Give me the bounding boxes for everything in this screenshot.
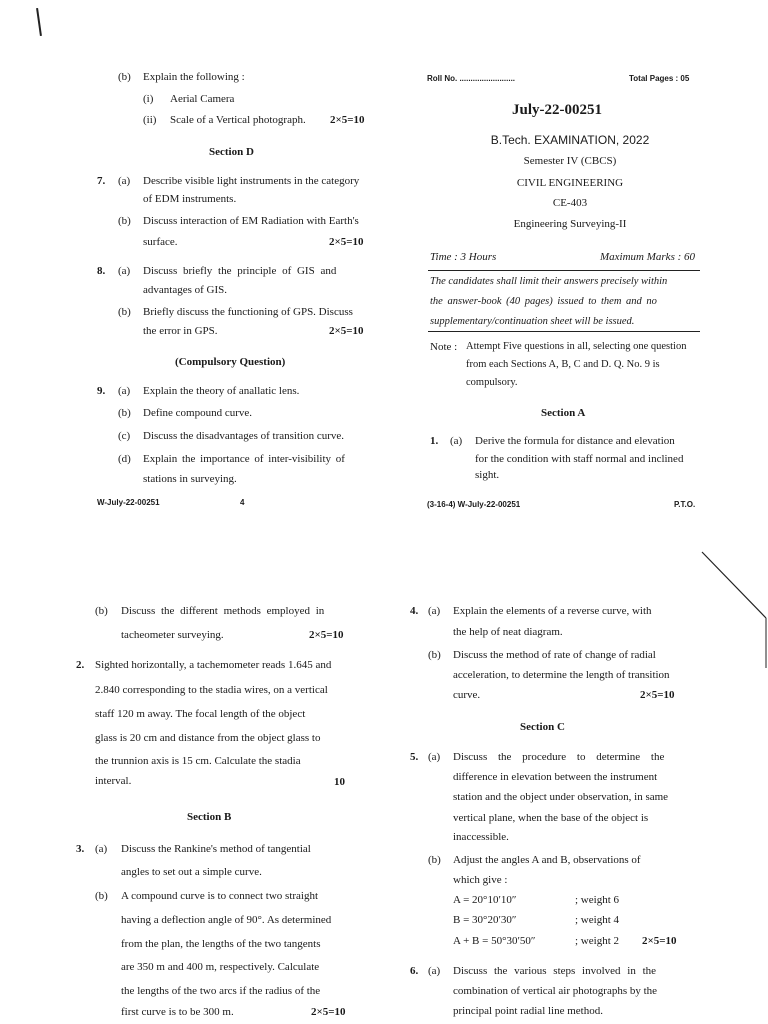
q3b-line1: A compound curve is to connect two straight <box>121 890 319 902</box>
q6b-marks: 2×5=10 <box>330 114 365 126</box>
q9c-label: (c) <box>118 430 131 442</box>
semester: Semester IV (CBCS) <box>523 155 617 167</box>
note-line3: compulsory. <box>466 377 518 388</box>
footer-page-number: 4 <box>240 498 245 507</box>
q5-number: 5. <box>410 751 419 763</box>
q6b-ii-text: Scale of a Vertical photograph. <box>170 114 306 126</box>
q2-number: 2. <box>76 659 85 671</box>
q5a-line1: Discuss the procedure to determine the <box>453 751 665 763</box>
q6-number: 6. <box>410 965 419 977</box>
q4-marks: 2×5=10 <box>640 689 675 701</box>
footer-pto: P.T.O. <box>674 500 696 509</box>
scan-mark <box>36 8 42 36</box>
time-allowed: Time : 3 Hours <box>430 251 497 263</box>
q9-number: 9. <box>97 385 106 397</box>
q5a-line4: vertical plane, when the base of the object is <box>453 812 649 824</box>
q7b-line2: surface. <box>143 236 178 248</box>
q7b-line1: Discuss interaction of EM Radiation with Earth's <box>143 215 359 227</box>
q3b-line5: the lengths of the two arcs if the radius of the <box>121 985 321 997</box>
q9d-label: (d) <box>118 453 131 465</box>
note-line1: Attempt Five questions in all, selecting one question <box>466 341 687 352</box>
q3b-line2: having a deflection angle of 90°. As determined <box>121 914 332 926</box>
q6a-line3: principal point radial line method. <box>453 1005 603 1017</box>
observation-eq-b: B = 30°20′30″ <box>453 914 517 926</box>
q8a-line1: Discuss briefly the principle of GIS and <box>143 265 337 277</box>
q2-line4: glass is 20 cm and distance from the object glass to <box>95 732 321 744</box>
q3a-line1: Discuss the Rankine's method of tangential <box>121 843 311 855</box>
q4b-label: (b) <box>428 649 441 661</box>
q7a-line1: Describe visible light instruments in the category <box>143 175 360 187</box>
subject: Engineering Surveying-II <box>513 218 627 230</box>
q2-line3: staff 120 m away. The focal length of the object <box>95 708 306 720</box>
q6b-ii-label: (ii) <box>143 114 157 126</box>
q2-line5: the trunnion axis is 15 cm. Calculate the stadia <box>95 755 301 767</box>
q1-number: 1. <box>430 435 439 447</box>
q1a-label: (a) <box>450 435 463 447</box>
q1b-label: (b) <box>95 605 108 617</box>
section-b-heading: Section B <box>187 811 232 823</box>
q4b-line1: Discuss the method of rate of change of radial <box>453 649 656 661</box>
q8-marks: 2×5=10 <box>329 325 364 337</box>
branch: CIVIL ENGINEERING <box>516 177 624 189</box>
q4b-line3: curve. <box>453 689 481 701</box>
q3-number: 3. <box>76 843 85 855</box>
note-line2: from each Sections A, B, C and D. Q. No. 9 is <box>466 359 660 370</box>
note-label: Note : <box>430 341 458 353</box>
q6b-text: Explain the following : <box>143 71 245 83</box>
section-c-heading: Section C <box>520 721 565 733</box>
q9c-text: Discuss the disadvantages of transition curve. <box>143 430 345 442</box>
paper-code: July-22-00251 <box>512 102 602 118</box>
q7a-label: (a) <box>118 175 131 187</box>
q5a-line5: inaccessible. <box>453 831 509 843</box>
q4a-label: (a) <box>428 605 441 617</box>
footer-code-right: (3-16-4) W-July-22-00251 <box>427 500 521 509</box>
q5a-label: (a) <box>428 751 441 763</box>
q7-marks: 2×5=10 <box>329 236 364 248</box>
q1a-line1: Derive the formula for distance and elevation <box>475 435 675 447</box>
q5-marks: 2×5=10 <box>642 935 677 947</box>
q6b-i-text: Aerial Camera <box>170 93 235 105</box>
page-edge-fold <box>700 550 768 670</box>
header-divider <box>428 270 700 271</box>
q4b-line2: acceleration, to determine the length of transition <box>453 669 670 681</box>
q8b-line1: Briefly discuss the functioning of GPS. Discuss <box>143 306 353 318</box>
instruction-line2: the answer-book (40 pages) issued to them and no <box>430 296 657 307</box>
total-pages: Total Pages : 05 <box>629 74 690 83</box>
q2-line1: Sighted horizontally, a tachemometer reads 1.645 and <box>95 659 332 671</box>
observation-eq-ab: A + B = 50°30′50″ <box>453 935 536 947</box>
q9d-line2: stations in surveying. <box>143 473 237 485</box>
course-code: CE-403 <box>552 197 588 209</box>
q3a-line2: angles to set out a simple curve. <box>121 866 262 878</box>
compulsory-heading: (Compulsory Question) <box>175 356 286 368</box>
q6a-line1: Discuss the various steps involved in the <box>453 965 657 977</box>
observation-weight-b: ; weight 4 <box>575 914 619 926</box>
q5b-label: (b) <box>428 854 441 866</box>
footer-code-left: W-July-22-00251 <box>97 498 160 507</box>
q7-number: 7. <box>97 175 106 187</box>
q1a-line2: for the condition with staff normal and inclined <box>475 453 684 465</box>
q4-number: 4. <box>410 605 419 617</box>
q3b-label: (b) <box>95 890 108 902</box>
instruction-line1: The candidates shall limit their answers precisely within <box>430 276 668 287</box>
q9b-text: Define compound curve. <box>143 407 253 419</box>
observation-weight-ab: ; weight 2 <box>575 935 619 947</box>
q3b-line3: from the plan, the lengths of the two tangents <box>121 938 321 950</box>
q6b-label: (b) <box>118 71 131 83</box>
q6b-i-label: (i) <box>143 93 154 105</box>
maximum-marks: Maximum Marks : 60 <box>600 251 696 263</box>
observation-eq-a: A = 20°10′10″ <box>453 894 517 906</box>
q8a-label: (a) <box>118 265 131 277</box>
q9b-label: (b) <box>118 407 131 419</box>
q3a-label: (a) <box>95 843 108 855</box>
q8b-line2: the error in GPS. <box>143 325 218 337</box>
q8-number: 8. <box>97 265 106 277</box>
q5a-line2: difference in elevation between the instrument <box>453 771 658 783</box>
instruction-line3: supplementary/continuation sheet will be issued. <box>430 316 635 327</box>
q9a-text: Explain the theory of anallatic lens. <box>143 385 300 397</box>
q8a-line2: advantages of GIS. <box>143 284 228 296</box>
q7b-label: (b) <box>118 215 131 227</box>
q2-line2: 2.840 corresponding to the stadia wires, on a vertical <box>95 684 328 696</box>
q9a-label: (a) <box>118 385 131 397</box>
q1b-marks: 2×5=10 <box>309 629 344 641</box>
q3b-line4: are 350 m and 400 m, respectively. Calculate <box>121 961 320 973</box>
q1b-line2: tacheometer surveying. <box>121 629 224 641</box>
q6a-label: (a) <box>428 965 441 977</box>
q5b-line2: which give : <box>453 874 508 886</box>
q5a-line3: station and the object under observation, in same <box>453 791 669 803</box>
section-a-heading: Section A <box>541 407 586 419</box>
q4a-line1: Explain the elements of a reverse curve, with <box>453 605 652 617</box>
q6a-line2: combination of vertical air photographs by the <box>453 985 658 997</box>
roll-no: Roll No. ......................... <box>427 74 516 83</box>
exam-title: B.Tech. EXAMINATION, 2022 <box>490 133 650 147</box>
instruction-divider <box>428 331 700 332</box>
q7a-line2: of EDM instruments. <box>143 193 237 205</box>
q1a-line3: sight. <box>475 469 500 481</box>
q2-line6: interval. <box>95 775 132 787</box>
observation-weight-a: ; weight 6 <box>575 894 619 906</box>
q2-marks: 10 <box>334 776 345 788</box>
section-d-heading: Section D <box>209 146 254 158</box>
q3-marks: 2×5=10 <box>311 1006 346 1018</box>
q8b-label: (b) <box>118 306 131 318</box>
q4a-line2: the help of neat diagram. <box>453 626 563 638</box>
q3b-line6: first curve is to be 300 m. <box>121 1006 234 1018</box>
q5b-line1: Adjust the angles A and B, observations of <box>453 854 641 866</box>
q9d-line1: Explain the importance of inter-visibility of <box>143 453 345 465</box>
q1b-line1: Discuss the different methods employed in <box>121 605 325 617</box>
